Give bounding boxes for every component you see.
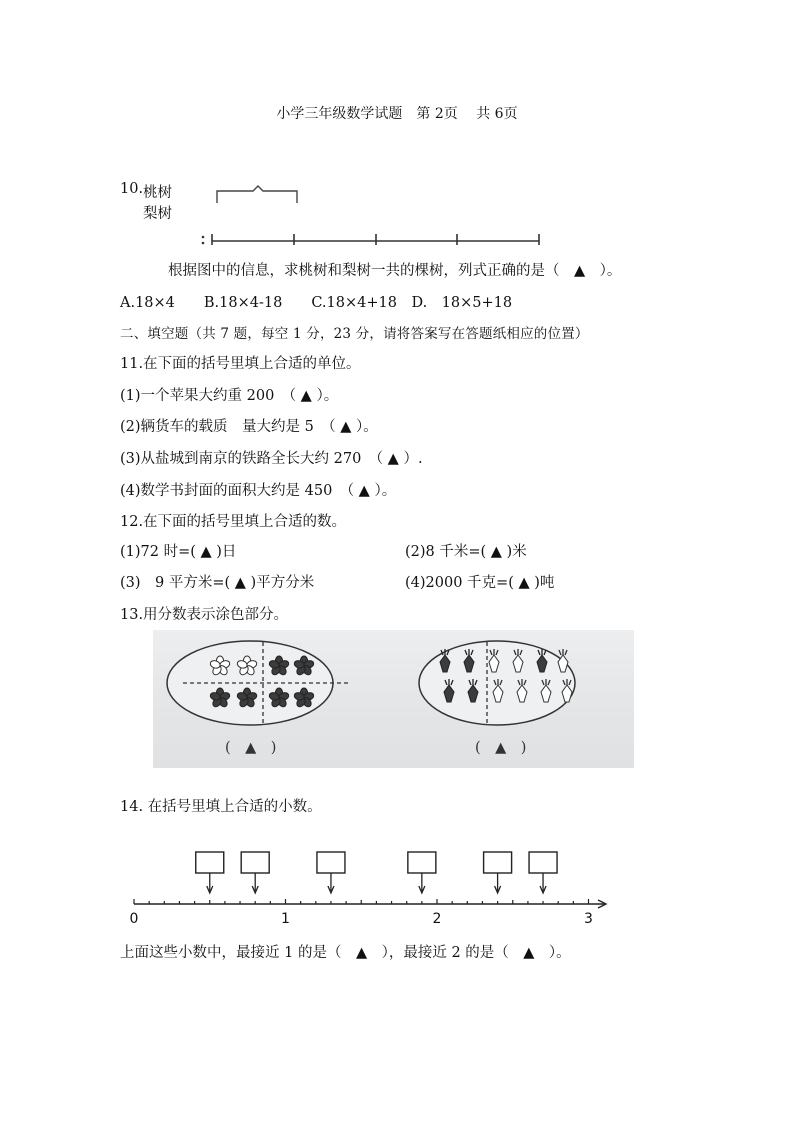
q11-item-2: (2)辆货车的载质 量大约是 5 （ ▲ ）。 — [120, 419, 378, 435]
answer-box[interactable] — [408, 852, 436, 893]
q12-item-2: (2)8 千米=( ▲ )米 — [405, 544, 527, 560]
q11-stem: 11.在下面的括号里填上合适的单位。 — [120, 356, 361, 372]
axis-label: 3 — [584, 911, 593, 927]
q14-question: 上面这些小数中，最接近 1 的是（ ▲ ），最接近 2 的是（ ▲ ）。 — [120, 945, 571, 961]
answer-box[interactable] — [529, 852, 557, 893]
q10-options: A.18×4 B.18×4-18 C.18×4+18 D. 18×5+18 — [120, 295, 513, 311]
q10-label-peach: 桃树 — [143, 185, 172, 201]
answer-box[interactable] — [317, 852, 345, 893]
q14-stem: 14. 在括号里填上合适的小数。 — [120, 799, 322, 815]
answer-box[interactable] — [196, 852, 224, 893]
axis-label: 2 — [432, 911, 442, 927]
page-header: 小学三年级数学试题 第 2页 共 6页 — [276, 106, 518, 122]
q10-label-pear: 梨树 — [143, 206, 172, 222]
q12-item-4: (4)2000 千克=( ▲ )吨 — [405, 575, 555, 591]
q13-stem: 13.用分数表示涂色部分。 — [120, 607, 289, 623]
section2-title: 二、填空题（共 7 题，每空 1 分，23 分，请将答案写在答题纸相应的位置） — [120, 326, 589, 342]
q10-number: 10. — [120, 181, 144, 197]
q13-right-blank: ( ▲ ) — [475, 740, 527, 756]
answer-box[interactable] — [241, 852, 269, 893]
axis-label: 0 — [129, 911, 139, 927]
q11-item-4: (4)数学书封面的面积大约是 450 （ ▲ ）。 — [120, 483, 397, 499]
q12-item-3: (3) 9 平方米=( ▲ )平方分米 — [120, 575, 315, 591]
axis-label: 1 — [281, 911, 290, 927]
q10-question: 根据图中的信息，求桃树和梨树一共的棵树，列式正确的是（ ▲ ）。 — [168, 263, 622, 279]
q13-left-blank: ( ▲ ) — [225, 740, 277, 756]
q12-stem: 12.在下面的括号里填上合适的数。 — [120, 514, 347, 530]
answer-box[interactable] — [484, 852, 512, 893]
q12-item-1: (1)72 时=( ▲ )日 — [120, 544, 237, 560]
q11-item-1: (1)一个苹果大约重 200 （ ▲ ）。 — [120, 388, 339, 404]
q11-item-3: (3)从盐城到南京的铁路全长大约 270 （ ▲ ）. — [120, 451, 423, 467]
